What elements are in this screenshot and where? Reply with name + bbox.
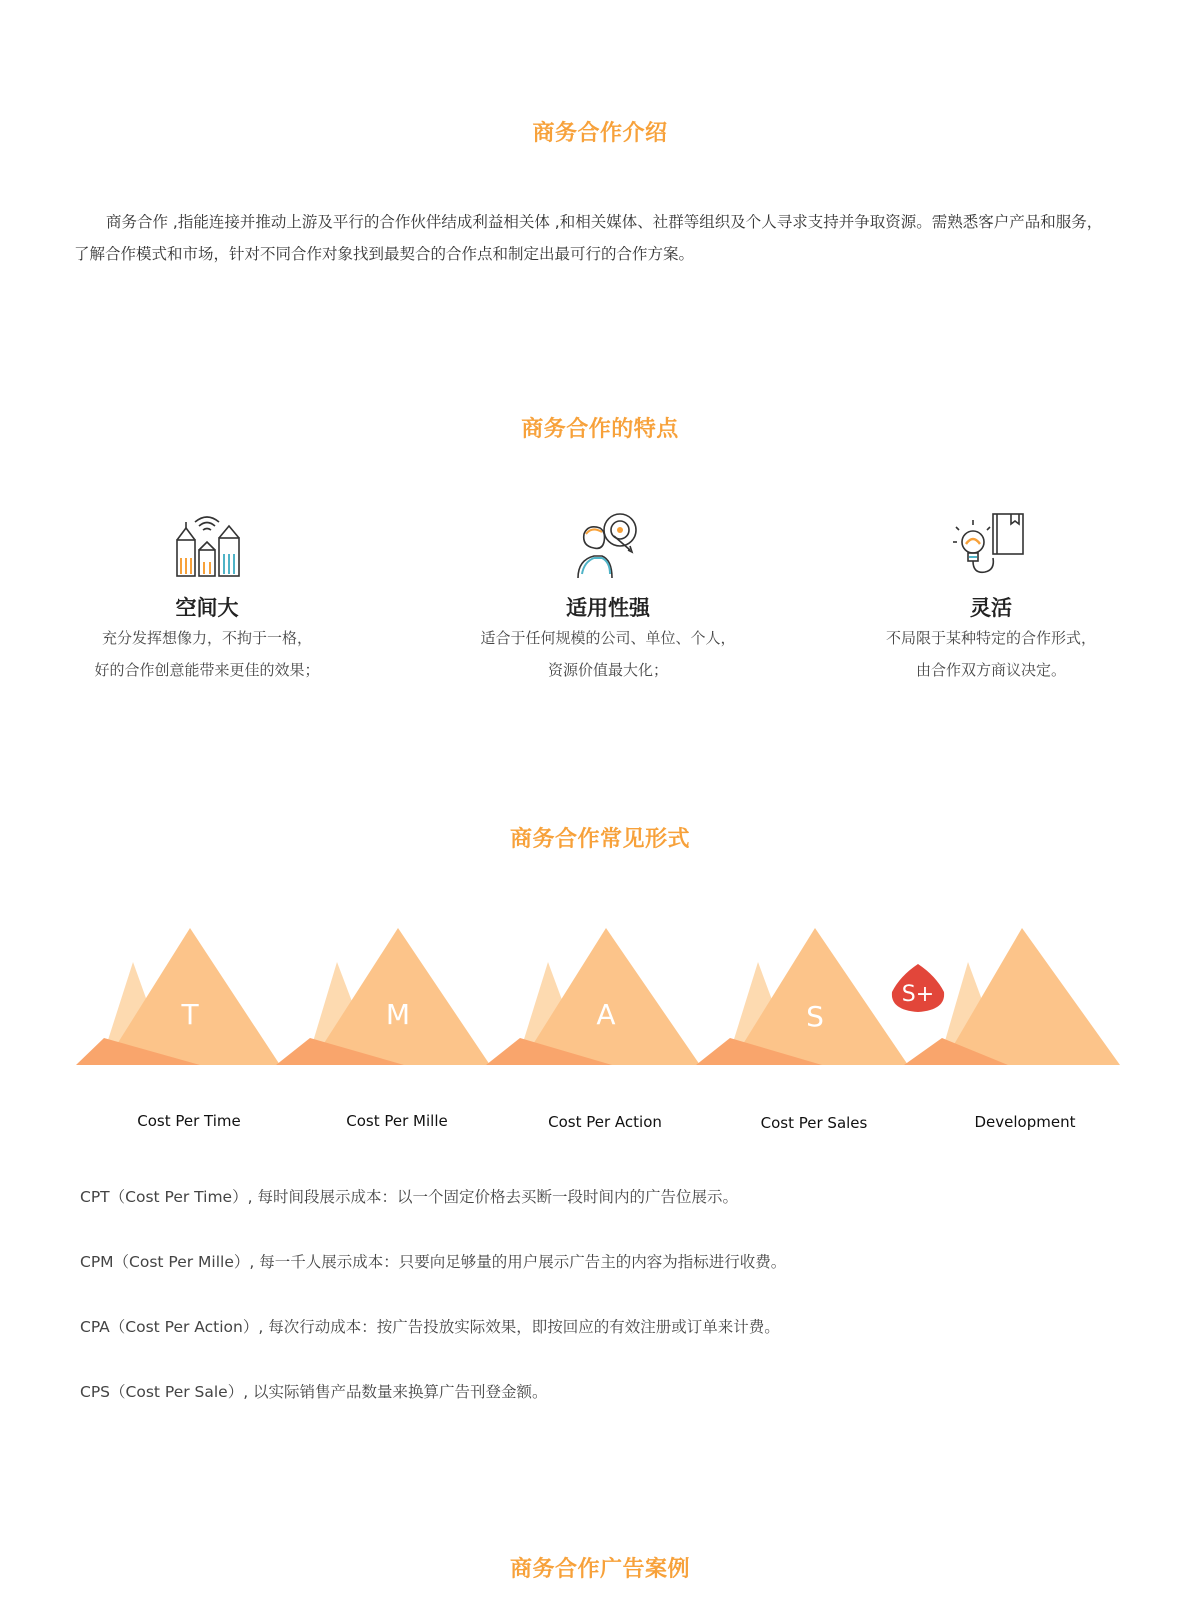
intro-line-1: 商务合作 ,指能连接并推动上游及平行的合作伙伴结成利益相关体 ,和相关媒体、社群等组织及个人寻求支持并争取资源。需熟悉客户产品和服务， xyxy=(106,213,1103,231)
form-label-cpm: Cost Per Mille xyxy=(346,1112,448,1130)
feature-desc-1: 适合于任何规模的公司、单位、个人， xyxy=(480,629,736,647)
feature-desc-2: 好的合作创意能带来更佳的效果； xyxy=(94,661,320,679)
mountain-T xyxy=(76,928,280,1065)
form-label-development: Development xyxy=(974,1113,1076,1131)
mountain-M xyxy=(276,928,490,1065)
mountain-letter: M xyxy=(385,998,411,1031)
mountain-letter: A xyxy=(596,998,616,1031)
form-label-cpt: Cost Per Time xyxy=(137,1112,241,1130)
feature-space xyxy=(42,508,372,686)
desc-cps: CPS（Cost Per Sale）, 以实际销售产品数量来换算广告刊登金额。 xyxy=(80,1383,548,1401)
form-label-cpa: Cost Per Action xyxy=(548,1113,662,1131)
desc-cpm: CPM（Cost Per Mille）, 每一千人展示成本：只要向足够量的用户展示广告主的内容为指标进行收费。 xyxy=(80,1253,787,1271)
forms-mountains xyxy=(0,900,1200,1100)
intro-title: 商务合作介绍 xyxy=(532,121,668,146)
feature-name: 适用性强 xyxy=(566,596,650,620)
features-title: 商务合作的特点 xyxy=(521,417,679,442)
city-wifi-icon xyxy=(167,508,247,580)
mountain-S xyxy=(696,928,908,1065)
feature-applicability xyxy=(443,508,773,686)
forms-title: 商务合作常见形式 xyxy=(509,827,690,852)
feature-name: 灵活 xyxy=(970,596,1012,620)
intro-paragraph xyxy=(74,206,1154,270)
feature-flexibility xyxy=(826,508,1156,686)
mountain-letter: T xyxy=(181,998,199,1031)
cases-title: 商务合作广告案例 xyxy=(509,1557,690,1582)
feature-name: 空间大 xyxy=(175,596,239,620)
desc-cpt: CPT（Cost Per Time）, 每时间段展示成本：以一个固定价格去买断一段时间内的广告位展示。 xyxy=(80,1188,738,1206)
lightbulb-book-icon xyxy=(951,508,1031,580)
mountain-development xyxy=(892,928,1120,1065)
badge-text: S+ xyxy=(901,982,935,1007)
feature-desc-2: 由合作双方商议决定。 xyxy=(915,661,1066,679)
form-label-cps: Cost Per Sales xyxy=(760,1114,868,1132)
intro-line-2: 了解合作模式和市场，针对不同合作对象找到最契合的合作点和制定出最可行的合作方案。 xyxy=(74,245,695,263)
feature-desc-1: 充分发挥想像力，不拘于一格， xyxy=(101,629,312,647)
person-target-icon xyxy=(568,508,648,580)
desc-cpa: CPA（Cost Per Action）, 每次行动成本：按广告投放实际效果，即按回应的有效注册或订单来计费。 xyxy=(80,1318,780,1336)
mountain-A xyxy=(486,928,700,1065)
mountain-letter: S xyxy=(806,1000,824,1033)
feature-desc-2: 资源价值最大化； xyxy=(547,661,668,679)
feature-desc-1: 不局限于某种特定的合作形式， xyxy=(885,629,1096,647)
